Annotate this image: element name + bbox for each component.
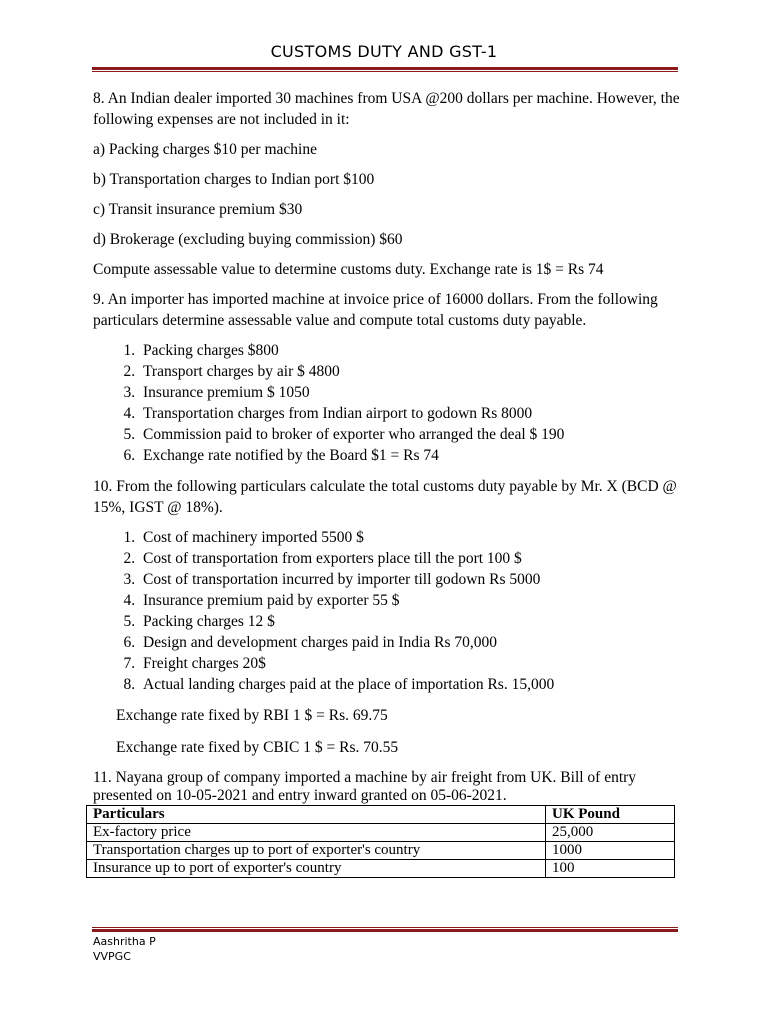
footer-college: VVPGC — [93, 950, 131, 963]
page-title: CUSTOMS DUTY AND GST-1 — [270, 42, 498, 61]
question-10 — [93, 476, 683, 758]
q10-list — [93, 527, 683, 695]
list-item: 6. Design and development charges paid in India Rs 70,000 — [139, 632, 683, 653]
question-11 — [93, 769, 683, 878]
table-row — [87, 842, 675, 860]
table-cell: 100 — [546, 860, 675, 878]
list-item: 2. Cost of transportation from exporters place till the port 100 $ — [139, 548, 683, 569]
list-item: 7. Freight charges 20$ — [139, 653, 683, 674]
list-item: 4. Transportation charges from Indian airport to godown Rs 8000 — [139, 403, 683, 424]
document-body — [93, 88, 683, 878]
table-row — [87, 860, 675, 878]
list-item: 5. Packing charges 12 $ — [139, 611, 683, 632]
q8-item-b: b) Transportation charges to Indian port $100 — [93, 171, 375, 188]
question-9 — [93, 289, 683, 466]
list-item: 3. Insurance premium $ 1050 — [139, 382, 683, 403]
table-row — [87, 824, 675, 842]
q8-item-a: a) Packing charges $10 per machine — [93, 141, 317, 158]
table-cell: 25,000 — [546, 824, 675, 842]
list-item: 6. Exchange rate notified by the Board $1 = Rs 74 — [139, 445, 683, 466]
header-rule — [92, 67, 678, 72]
q11-table — [86, 805, 675, 878]
list-item: 1. Packing charges $800 — [139, 340, 683, 361]
table-header-cell: Particulars — [87, 806, 546, 824]
list-item: 8. Actual landing charges paid at the place of importation Rs. 15,000 — [139, 674, 683, 695]
list-item: 5. Commission paid to broker of exporter who arranged the deal $ 190 — [139, 424, 683, 445]
table-cell: Insurance up to port of exporter's country — [87, 860, 546, 878]
q8-item-c: c) Transit insurance premium $30 — [93, 201, 303, 218]
q8-intro: 8. An Indian dealer imported 30 machines from USA @200 dollars per machine. However, the following expenses are not included in it: — [93, 90, 680, 128]
table-header-cell: UK Pound — [546, 806, 675, 824]
footer — [93, 934, 156, 964]
q11-intro: 11. Nayana group of company imported a machine by air freight from UK. Bill of entry presented on 10-05-2021 and entry inward granted on 05-06-2021. — [93, 769, 637, 804]
q10-intro: 10. From the following particulars calculate the total customs duty payable by Mr. X (BCD @ 15%, IGST @ 18%). — [93, 478, 677, 516]
table-cell: Transportation charges up to port of exporter's country — [87, 842, 546, 860]
list-item: 4. Insurance premium paid by exporter 55 $ — [139, 590, 683, 611]
q8-question: Compute assessable value to determine customs duty. Exchange rate is 1$ = Rs 74 — [93, 261, 604, 278]
q10-rate-rbi: Exchange rate fixed by RBI 1 $ = Rs. 69.75 — [116, 707, 388, 724]
table-cell: Ex-factory price — [87, 824, 546, 842]
q9-list — [93, 340, 683, 466]
q9-intro: 9. An importer has imported machine at invoice price of 16000 dollars. From the following particulars determine assessable value and compute total customs duty payable. — [93, 291, 658, 329]
q8-item-d: d) Brokerage (excluding buying commission) $60 — [93, 231, 403, 248]
list-item: 2. Transport charges by air $ 4800 — [139, 361, 683, 382]
list-item: 3. Cost of transportation incurred by importer till godown Rs 5000 — [139, 569, 683, 590]
footer-author: Aashritha P — [93, 935, 156, 948]
table-header-row — [87, 806, 675, 824]
footer-rule — [92, 927, 678, 932]
table-cell: 1000 — [546, 842, 675, 860]
list-item: 1. Cost of machinery imported 5500 $ — [139, 527, 683, 548]
question-8 — [93, 88, 683, 280]
q10-rate-cbic: Exchange rate fixed by CBIC 1 $ = Rs. 70.55 — [116, 739, 399, 756]
